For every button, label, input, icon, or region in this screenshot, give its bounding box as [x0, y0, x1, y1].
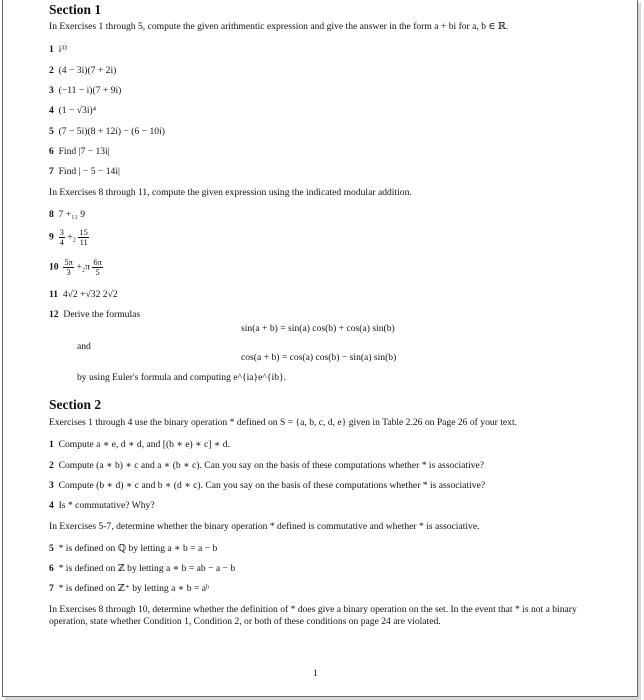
exercise-6: 6 Find |7 − 13i| — [49, 146, 110, 157]
and-text: and — [77, 341, 91, 352]
section-2-intro: Exercises 1 through 4 use the binary operation * defined on S = {a, b, c, d, e} given in Table 2.26 on Page 26 of your text. — [49, 417, 518, 428]
section-2-exercise-6: 6 * is defined on ℤ by letting a ∗ b = ab − a − b — [49, 563, 236, 574]
section-1-intro-2: In Exercises 8 through 11, compute the given expression using the indicated modular addition. — [49, 187, 412, 198]
section-2-exercise-1: 1 Compute a ∗ e, d ∗ d, and [(b ∗ e) ∗ c] ∗ d. — [49, 439, 230, 450]
section-1-heading: Section 1 — [49, 2, 102, 17]
formula-cos: cos(a + b) = cos(a) cos(b) − sin(a) sin(b) — [241, 352, 397, 363]
section-2-exercise-5: 5 * is defined on ℚ by letting a ∗ b = a − b — [49, 543, 218, 554]
section-2-exercise-3: 3 Compute (b ∗ d) ∗ c and b ∗ (d ∗ c). Can you say on the basis of these computations whether * is associative? — [49, 480, 486, 491]
section-2-closing: In Exercises 8 through 10, determine whether the definition of * does give a binary operation on the set. In the event that * is not a binary operation, state whether Condition 1, Condition 2, or both of these conditions on page 24 are violated. — [49, 604, 577, 627]
document-page — [2, 0, 638, 697]
section-1-intro: In Exercises 1 through 5, compute the given arithmentic expression and give the answer in the form a + bi for a, b ∈ ℝ. — [49, 21, 509, 32]
exercise-12: 12 Derive the formulas — [49, 309, 141, 320]
formula-sin: sin(a + b) = sin(a) cos(b) + cos(a) sin(b) — [241, 323, 395, 334]
exercise-10: 10 $\frac{5\pi}{3}$ +₂π $\frac{6\pi}{5}$ — [49, 257, 102, 277]
exercise-8: 8 7 +₁₁ 9 — [49, 209, 86, 220]
exercise-1: 1 i³³ — [49, 44, 68, 55]
section-2-exercise-7: 7 * is defined on ℤ⁺ by letting a ∗ b = aᵇ — [49, 583, 209, 594]
exercise-9: 9 $\frac{3}{4}$ +₂ $\frac{15}{11}$ — [49, 227, 88, 247]
exercise-7: 7 Find | − 5 − 14i| — [49, 166, 120, 177]
exercise-12-closing: by using Euler's formula and computing e^{ia}e^{ib}. — [77, 372, 286, 383]
exercise-5: 5 (7 − 5i)(8 + 12i) − (6 − 10i) — [49, 126, 165, 137]
section-2-exercise-2: 2 Compute (a ∗ b) ∗ c and a ∗ (b ∗ c). Can you say on the basis of these computations whether * is associative? — [49, 460, 485, 471]
exercise-4: 4 (1 − √3i)⁴ — [49, 105, 97, 116]
page-number: 1 — [313, 668, 318, 679]
exercise-2: 2 (4 − 3i)(7 + 2i) — [49, 65, 117, 76]
section-2-intro-2: In Exercises 5-7, determine whether the binary operation * defined is commutative and whether * is associative. — [49, 521, 480, 532]
exercise-3: 3 (−11 − i)(7 + 9i) — [49, 85, 122, 96]
section-2-exercise-4: 4 Is * commutative? Why? — [49, 500, 155, 511]
exercise-11: 11 4√2 +√32 2√2 — [49, 289, 118, 300]
section-2-heading: Section 2 — [49, 397, 102, 412]
